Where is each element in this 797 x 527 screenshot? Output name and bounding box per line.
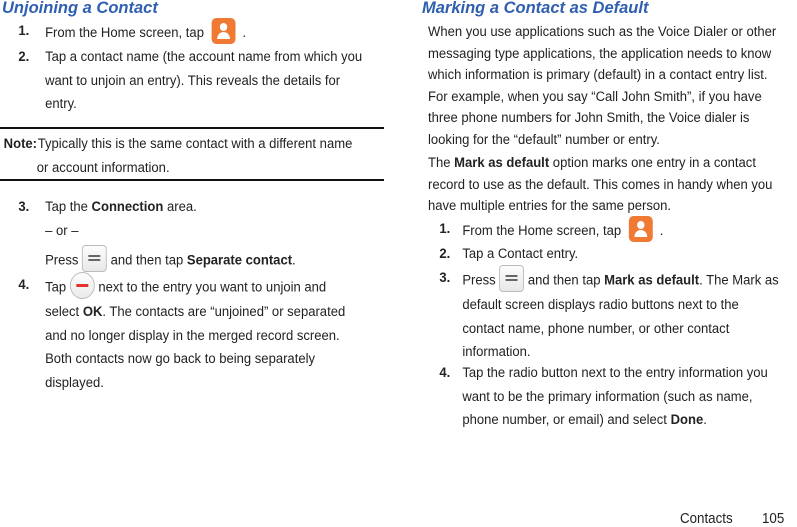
section-heading-default: Marking a Contact as Default bbox=[422, 0, 649, 17]
section-heading-unjoin: Unjoining a Contact bbox=[2, 0, 158, 17]
menu-key-icon bbox=[82, 245, 107, 272]
note-top-rule bbox=[0, 127, 384, 129]
contacts-app-icon bbox=[629, 216, 653, 242]
footer-section-name: Contacts bbox=[680, 511, 733, 527]
menu-key-icon bbox=[499, 265, 524, 292]
note-bottom-rule bbox=[0, 179, 384, 181]
mark-default-paragraph: The Mark as default option marks one entry in a contact record to use as the default. This comes in handy when you have multiple entries for the same person. bbox=[428, 155, 773, 215]
footer-page-number: 105 bbox=[762, 511, 785, 527]
contacts-app-icon bbox=[211, 18, 235, 44]
remove-minus-icon bbox=[70, 272, 95, 299]
intro-paragraph: When you use applications such as the Voice Dialer or other messaging type applications, the application needs to know which information is primary (default) in a contact entry list. For example, when you say “Call John Smith”, if you have three phone numbers for John Smith, the Voice dialer is looking for the “default” number or entry. bbox=[428, 24, 777, 148]
